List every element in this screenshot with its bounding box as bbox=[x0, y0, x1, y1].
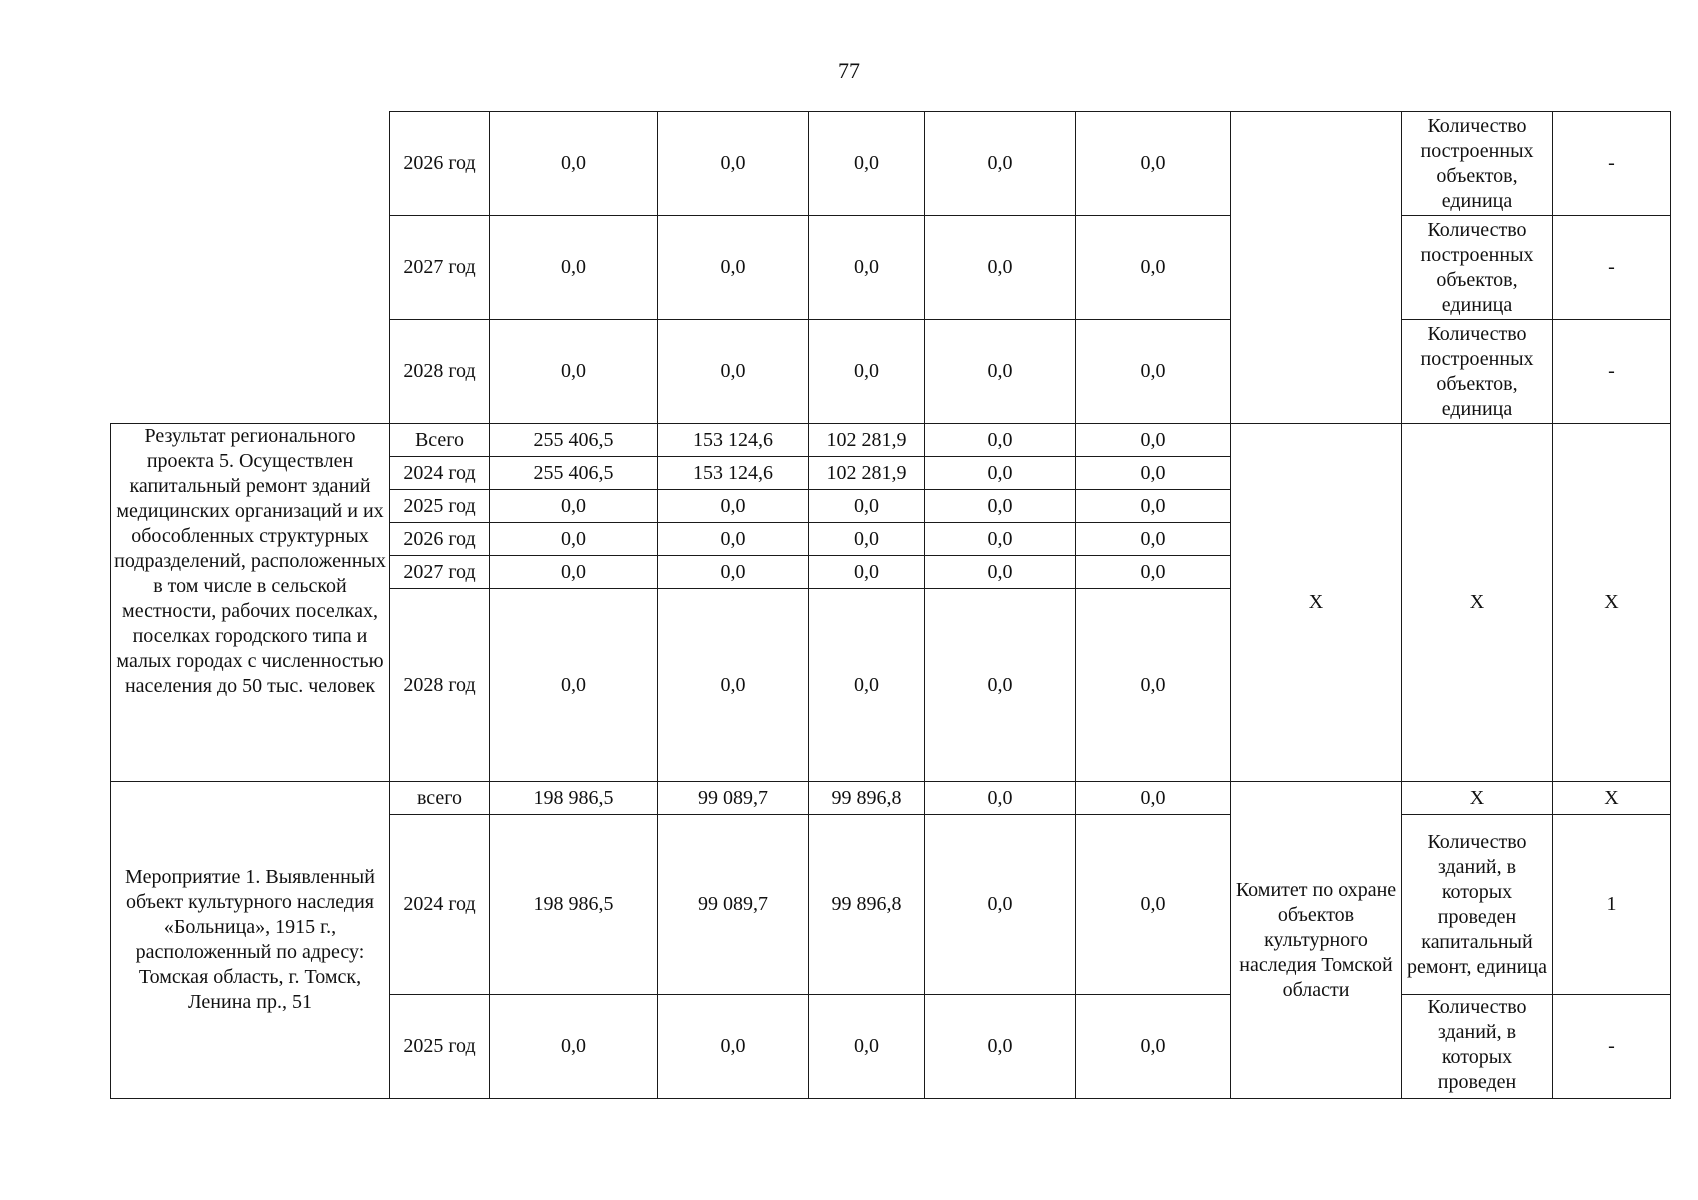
table-row bbox=[111, 424, 1671, 457]
value-federal: 99 089,7 bbox=[658, 815, 809, 995]
value-regional: 0,0 bbox=[809, 112, 925, 216]
value-local: 0,0 bbox=[925, 995, 1076, 1099]
value-other: 0,0 bbox=[1076, 523, 1231, 556]
value-federal: 0,0 bbox=[658, 112, 809, 216]
year-cell: 2025 год bbox=[390, 490, 490, 523]
value-federal: 0,0 bbox=[658, 320, 809, 424]
value-total: 0,0 bbox=[490, 995, 658, 1099]
value-other: 0,0 bbox=[1076, 782, 1231, 815]
value-regional: 0,0 bbox=[809, 995, 925, 1099]
value-total: 0,0 bbox=[490, 112, 658, 216]
value-total: 198 986,5 bbox=[490, 782, 658, 815]
value-other: 0,0 bbox=[1076, 112, 1231, 216]
year-cell: 2026 год bbox=[390, 112, 490, 216]
value-local: 0,0 bbox=[925, 112, 1076, 216]
indicator-cell: Количество зданий, в которых проведен капитальный ремонт, единица bbox=[1402, 815, 1553, 995]
value-local: 0,0 bbox=[925, 320, 1076, 424]
value-local: 0,0 bbox=[925, 815, 1076, 995]
year-cell: 2024 год bbox=[390, 457, 490, 490]
value-federal: 99 089,7 bbox=[658, 782, 809, 815]
value-other: 0,0 bbox=[1076, 320, 1231, 424]
value-federal: 0,0 bbox=[658, 995, 809, 1099]
result-name-cell: Результат регионального проекта 5. Осуществлен капитальный ремонт зданий медицинских организаций и их обособленных структурных подразделений, расположенных в том числе в сельской местности, рабочих поселках, поселках городского типа и малых городах с численностью населения до 50 тыс. человек bbox=[111, 424, 390, 782]
value-local: 0,0 bbox=[925, 490, 1076, 523]
value-total: 0,0 bbox=[490, 490, 658, 523]
value-local: 0,0 bbox=[925, 457, 1076, 490]
value-federal: 153 124,6 bbox=[658, 457, 809, 490]
value-total: 0,0 bbox=[490, 523, 658, 556]
value-local: 0,0 bbox=[925, 556, 1076, 589]
value-total: 0,0 bbox=[490, 216, 658, 320]
table-row bbox=[111, 782, 1671, 815]
measure-name-cell: Мероприятие 1. Выявленный объект культурного наследия «Больница», 1915 г., расположенный по адресу: Томская область, г. Томск, Ленина пр., 51 bbox=[111, 782, 390, 1099]
value-other: 0,0 bbox=[1076, 556, 1231, 589]
empty-cell bbox=[111, 112, 390, 424]
indicator-cell: Количество построенных объектов, единица bbox=[1402, 216, 1553, 320]
value-regional: 0,0 bbox=[809, 523, 925, 556]
value-other: 0,0 bbox=[1076, 589, 1231, 782]
value-regional: 0,0 bbox=[809, 556, 925, 589]
year-cell: 2024 год bbox=[390, 815, 490, 995]
value-federal: 0,0 bbox=[658, 523, 809, 556]
value-local: 0,0 bbox=[925, 216, 1076, 320]
value-regional: 102 281,9 bbox=[809, 424, 925, 457]
year-cell: 2028 год bbox=[390, 320, 490, 424]
target-cell: - bbox=[1553, 320, 1671, 424]
value-local: 0,0 bbox=[925, 424, 1076, 457]
year-cell: 2028 год bbox=[390, 589, 490, 782]
target-cell: X bbox=[1553, 782, 1671, 815]
indicator-cell: Количество построенных объектов, единица bbox=[1402, 320, 1553, 424]
responsible-cell: X bbox=[1231, 424, 1402, 782]
value-regional: 0,0 bbox=[809, 490, 925, 523]
year-cell: 2025 год bbox=[390, 995, 490, 1099]
target-cell: 1 bbox=[1553, 815, 1671, 995]
responsible-cell: Комитет по охране объектов культурного наследия Томской области bbox=[1231, 782, 1402, 1099]
value-federal: 0,0 bbox=[658, 490, 809, 523]
value-total: 0,0 bbox=[490, 556, 658, 589]
indicator-cell: Количество построенных объектов, единица bbox=[1402, 112, 1553, 216]
target-cell: X bbox=[1553, 424, 1671, 782]
value-other: 0,0 bbox=[1076, 216, 1231, 320]
value-federal: 0,0 bbox=[658, 216, 809, 320]
year-cell: 2027 год bbox=[390, 216, 490, 320]
value-other: 0,0 bbox=[1076, 457, 1231, 490]
value-regional: 99 896,8 bbox=[809, 815, 925, 995]
value-total: 0,0 bbox=[490, 320, 658, 424]
value-total: 198 986,5 bbox=[490, 815, 658, 995]
value-other: 0,0 bbox=[1076, 815, 1231, 995]
value-regional: 0,0 bbox=[809, 589, 925, 782]
value-regional: 99 896,8 bbox=[809, 782, 925, 815]
indicator-cell: X bbox=[1402, 782, 1553, 815]
value-local: 0,0 bbox=[925, 523, 1076, 556]
value-local: 0,0 bbox=[925, 782, 1076, 815]
value-federal: 153 124,6 bbox=[658, 424, 809, 457]
value-regional: 102 281,9 bbox=[809, 457, 925, 490]
value-total: 0,0 bbox=[490, 589, 658, 782]
value-local: 0,0 bbox=[925, 589, 1076, 782]
target-cell: - bbox=[1553, 216, 1671, 320]
value-regional: 0,0 bbox=[809, 216, 925, 320]
indicator-cell: Количество зданий, в которых проведен bbox=[1402, 995, 1553, 1099]
target-cell: - bbox=[1553, 995, 1671, 1099]
value-other: 0,0 bbox=[1076, 490, 1231, 523]
value-federal: 0,0 bbox=[658, 589, 809, 782]
target-cell: - bbox=[1553, 112, 1671, 216]
responsible-cell bbox=[1231, 112, 1402, 424]
page-number: 77 bbox=[838, 58, 860, 83]
table-row bbox=[111, 112, 1671, 216]
value-federal: 0,0 bbox=[658, 556, 809, 589]
value-regional: 0,0 bbox=[809, 320, 925, 424]
year-cell: 2027 год bbox=[390, 556, 490, 589]
value-other: 0,0 bbox=[1076, 424, 1231, 457]
year-cell: Всего bbox=[390, 424, 490, 457]
value-other: 0,0 bbox=[1076, 995, 1231, 1099]
year-cell: всего bbox=[390, 782, 490, 815]
value-total: 255 406,5 bbox=[490, 424, 658, 457]
indicator-cell: X bbox=[1402, 424, 1553, 782]
program-table bbox=[110, 111, 1671, 1099]
year-cell: 2026 год bbox=[390, 523, 490, 556]
value-total: 255 406,5 bbox=[490, 457, 658, 490]
